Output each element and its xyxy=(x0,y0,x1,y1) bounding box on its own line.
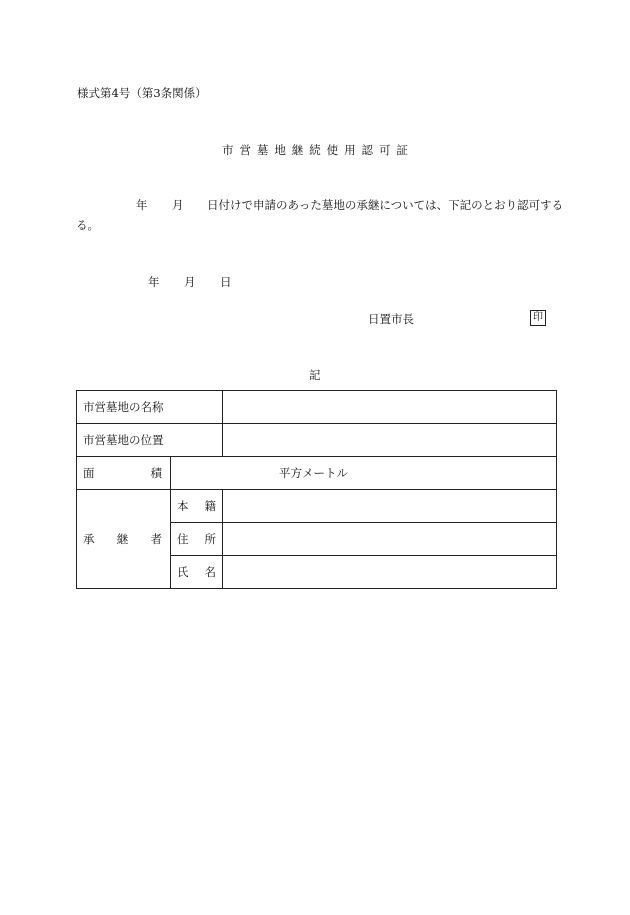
title-char: 可 xyxy=(378,143,391,157)
title-char: 墓 xyxy=(256,143,269,157)
area-label-char: 面 xyxy=(83,466,95,480)
body-year-label: 年 xyxy=(136,198,148,212)
area-unit: 平方メートル xyxy=(279,466,348,480)
successor-label-char: 者 xyxy=(150,532,162,546)
successor-label xyxy=(77,490,171,589)
title-char: 市 xyxy=(222,143,234,157)
title-char: 使 xyxy=(326,143,339,157)
domicile-label-char: 本 xyxy=(177,499,189,513)
name-label xyxy=(171,556,223,589)
address-label-char: 所 xyxy=(204,532,216,546)
body-month-label: 月 xyxy=(172,198,184,212)
title-char: 続 xyxy=(309,143,321,157)
cemetery-location-value[interactable] xyxy=(223,424,557,457)
successor-label-char: 承 xyxy=(83,532,95,546)
title-char: 証 xyxy=(396,143,408,157)
table-row xyxy=(77,424,557,457)
body-text-line2: る。 xyxy=(76,218,99,232)
area-label-char: 積 xyxy=(150,466,162,480)
title-char: 営 xyxy=(239,143,251,157)
table-row xyxy=(77,490,557,523)
address-value[interactable] xyxy=(223,523,557,556)
successor-label-char: 継 xyxy=(116,532,129,546)
body-text-line1 xyxy=(76,198,564,212)
seal-mark: 印 xyxy=(530,310,546,326)
ki-heading: 記 xyxy=(309,368,321,382)
cemetery-location-label: 市営墓地の位置 xyxy=(77,424,223,457)
address-label-char: 住 xyxy=(177,532,189,546)
title-char: 継 xyxy=(291,143,304,157)
title-char: 認 xyxy=(361,143,373,157)
table-row xyxy=(77,391,557,424)
domicile-value[interactable] xyxy=(223,490,557,523)
name-value[interactable] xyxy=(223,556,557,589)
cemetery-name-label: 市営墓地の名称 xyxy=(77,391,223,424)
issuer-name: 日置市長 xyxy=(368,312,414,326)
cemetery-name-value[interactable] xyxy=(223,391,557,424)
title-char: 地 xyxy=(274,143,286,157)
area-label xyxy=(77,457,171,490)
address-label xyxy=(171,523,223,556)
issue-year-label: 年 xyxy=(148,275,160,289)
title-char: 用 xyxy=(344,143,356,157)
domicile-label-char: 籍 xyxy=(204,499,216,513)
table-row xyxy=(77,457,557,490)
record-table xyxy=(76,390,557,589)
issue-month-label: 月 xyxy=(184,275,196,289)
area-value[interactable] xyxy=(171,457,557,490)
name-label-char: 氏 xyxy=(177,565,189,579)
name-label-char: 名 xyxy=(204,565,216,579)
form-number: 様式第4号（第3条関係） xyxy=(77,86,207,100)
domicile-label xyxy=(171,490,223,523)
body-text-rest: 日付けで申請のあった墓地の承継については、下記のとおり認可する xyxy=(207,198,564,212)
issue-date xyxy=(76,277,276,289)
document-title xyxy=(222,145,408,157)
issue-day-label: 日 xyxy=(220,275,232,289)
